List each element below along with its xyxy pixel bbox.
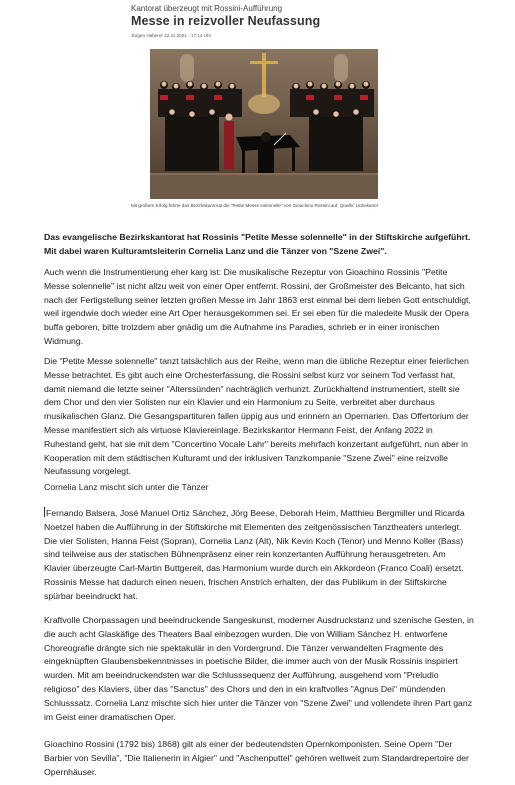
choir-photo-illustration	[150, 49, 378, 199]
article-subheading: Cornelia Lanz mischt sich unter die Tänzer	[44, 482, 209, 492]
article-paragraph: Gioachino Rossini (1792 bis) 1868) gilt als einer der bedeutendsten Opernkomponisten. Seine Opern "Der Barbier von Sevilla", "Die Italienerin in Algier" und "Aschenputtel" gehören weltweit zum Standardrepertoire der Opernhäuser.	[44, 739, 469, 777]
article-paragraph: Kraftvolle Chorpassagen und beeindruckende Sangeskunst, moderner Ausdruckstanz und szenische Gesten, in die auch acht Glaskäfige des Theaters Baal einbezogen wurden. Die von William Sánchez H. entworfene Choreografie drängte sich nie spektakulär in den Vordergrund. Die Tänzer verwandelten Fragmente des eingeknüpften Glaubensbekenntnisses in poetische Bilder, die immer auch von der Musik Rossinis inspiriert wurden. Mit am beeindruckendsten war die Schlusssequenz der Aufführung, ausgehend vom "Preludio religioso" des Klaviers, über das "Sanctus" des Chors und den in ein kraftvolles "Agnus Dei" mündenden Schlusssatz. Cornelia Lanz mischte sich hier unter die Tänzer von "Szene Zwei" und vollendete ihren Part ganz im Geist einer dramatischen Oper.	[44, 615, 474, 722]
article-lead: Das evangelische Bezirkskantorat hat Rossinis "Petite Messe solennelle" in der Stiftskirche aufgeführt. Mit dabei waren Kulturamtsleiterin Cornelia Lanz und die Tänzer von "Szene Zwei".	[44, 232, 471, 256]
photo-caption-text: Mit großem Erfolg führte das Bezirkskantorat die "Petite Messe solennelle" von Gioachino Rossini auf.	[131, 203, 339, 208]
article-paragraph	[44, 507, 474, 604]
photo-caption	[131, 203, 381, 209]
paragraph-text: Fernando Balsera, José Manuel Ortiz Sánchez, Jörg Beese, Deborah Heim, Matthieu Bergmiller und Ricarda Noetzel haben die Aufführung in der Stiftskirche mit Elementen des zeitgenössischen Tanztheaters unterlegt. Die vier Solisten, Hanna Feist (Sopran), Cornelia Lanz (Alt), Nik Kevin Koch (Tenor) und Menno Koller (Bass) sind teilweise aus der statischen Bühnenpräsenz einer rein konzertanten Aufführung herausgetreten. Am Klavier überzeugte Carl-Martin Buttgereit, das Harmonium wurde durch ein Akkordeon (Franco Coali) ersetzt. Rossinis Messe hat dadurch einen neuen, frischen Anstrich erhalten, der das Publikum in der Stiftskirche spürbar beeindruckt hat.	[44, 508, 465, 601]
article-headline: Messe in reizvoller Neufassung	[131, 14, 321, 28]
article-kicker: Kantorat überzeugt mit Rossini-Aufführung	[131, 4, 283, 13]
text-cursor	[44, 507, 45, 517]
article-paragraph: Die "Petite Messe solennelle" tanzt tatsächlich aus der Reihe, wenn man die übliche Rezeptur einer feierlichen Messe betrachtet. Es gibt auch eine Orchesterfassung, die Rossini selbst kurz vor seinem Tod verfasst hat, damit niemand die letzte seiner "Alterssünden" nachträglich verhunzt. Zurückhaltend instrumentiert, stellt sie dem Chor und den vier Solisten nur ein Klavier und ein Harmonium zu Seite, verbreitet aber durchaus musikalischen Glanz. Die Gesangspartituren fallen üppig aus und erinnern an Opernarien. Das Offertorium der Messe manifestiert sich als virtuose Klaviereinlage. Bezirkskantor Hermann Feist, der Anfang 2022 in Ruhestand geht, hat sie mit dem "Concertino Vocale Lahr" bereits mehrfach konzertant aufgeführt, nun aber in Kooperation mit dem städtischen Kulturamt und der inklusiven Tanzkompanie "Szene Zwei" eine reizvolle Neufassung vorgelegt.	[44, 356, 469, 477]
article-byline: Jürgen Haberer 22.11.2021 - 17:14 Uhr	[131, 33, 212, 38]
photo-source: Quelle: Unbekannt	[339, 203, 378, 208]
article-paragraph: Auch wenn die Instrumentierung eher karg ist: Die musikalische Rezeptur von Gioachino Rossinis "Petite Messe solennelle" ist nicht allzu weit von einer Oper entfernt. Rossini, der Großmeister des Belcanto, hat sich nach der Fertigstellung seiner letzten großen Messe im Jahr 1863 erst einmal bei dem lieben Gott entschuldigt, weil irgendwie doch wieder eine Art Oper herausgekommen sei. Er sei eben für die maledeite Musik der Opera buffa geboren, bitte trotzdem aber gnädig um die Aufnahme ins Paradies, schrieb er in einer ironischen Widmung.	[44, 267, 471, 346]
article-photo[interactable]	[150, 49, 378, 199]
